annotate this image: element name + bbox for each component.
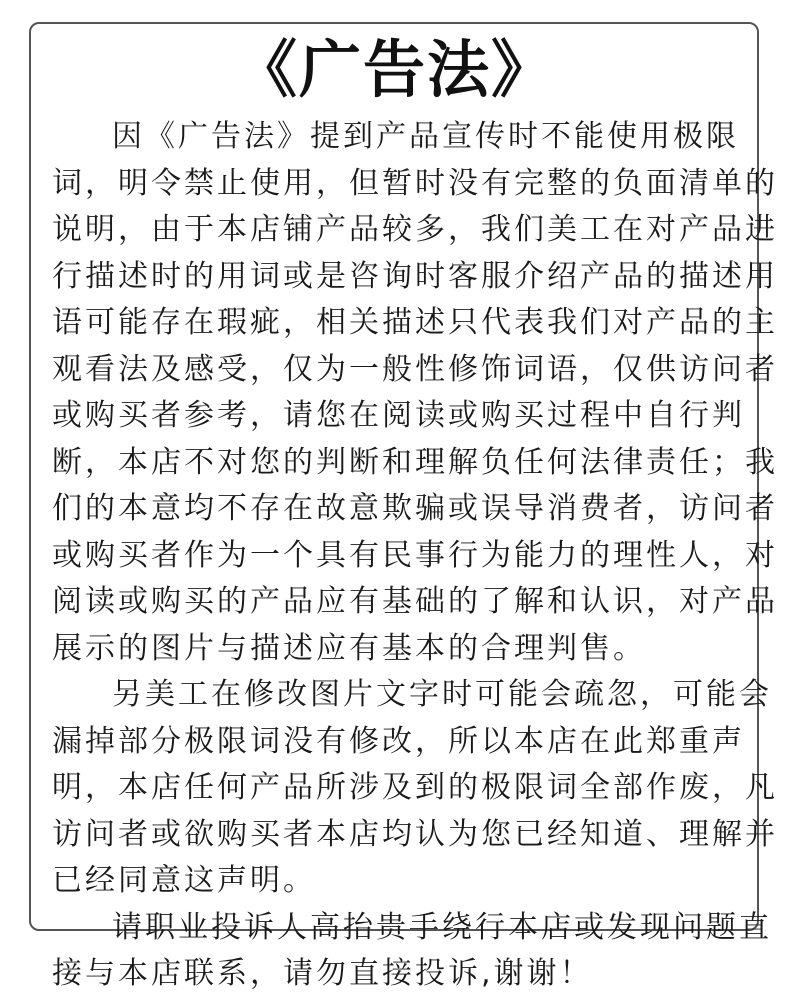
text-line: 阅读或购买的产品应有基础的了解和认识，对产品 — [52, 584, 778, 619]
notice-title: 《广告法》 — [234, 33, 555, 106]
text-line: 们的本意均不存在故意欺骗或误导消费者，访问者 — [52, 491, 778, 526]
notice-body — [52, 114, 778, 998]
text-line: 访问者或欲购买者本店均认为您已经知道、理解并 — [52, 816, 778, 852]
text-line: 断，本店不对您的判断和理解负任何法律责任；我 — [52, 444, 778, 480]
text-line: 展示的图片与描述应有基本的合理判售。 — [52, 630, 646, 666]
text-line: 漏掉部分极限词没有修改，所以本店在此郑重声 — [52, 723, 745, 759]
text-line: 因《广告法》提到产品宣传时不能使用极限 — [112, 119, 739, 154]
text-line: 明，本店任何产品所涉及到的极限词全部作废，凡 — [52, 770, 778, 805]
text-line: 说明，由于本店铺产品较多，我们美工在对产品进 — [52, 212, 778, 247]
text-line: 语可能存在瑕疵，相关描述只代表我们对产品的主 — [52, 305, 778, 340]
text-line: 或购买者作为一个具有民事行为能力的理性人，对 — [52, 537, 778, 573]
text-line: 观看法及感受，仅为一般性修饰词语，仅供访问者 — [52, 351, 778, 387]
text-line: 行描述时的用词或是咨询时客服介绍产品的描述用 — [52, 258, 778, 294]
text-line: 接与本店联系，请勿直接投诉,谢谢！ — [52, 956, 593, 991]
text-line: 或购买者参考，请您在阅读或购买过程中自行判 — [52, 398, 745, 433]
text-line: 词，明令禁止使用，但暂时没有完整的负面清单的 — [52, 165, 778, 201]
text-line: 已经同意这声明。 — [52, 863, 316, 898]
text-line: 请职业投诉人高抬贵手绕行本店或发现问题直 — [112, 909, 772, 945]
text-line: 另美工在修改图片文字时可能会疏忽，可能会 — [112, 677, 772, 712]
